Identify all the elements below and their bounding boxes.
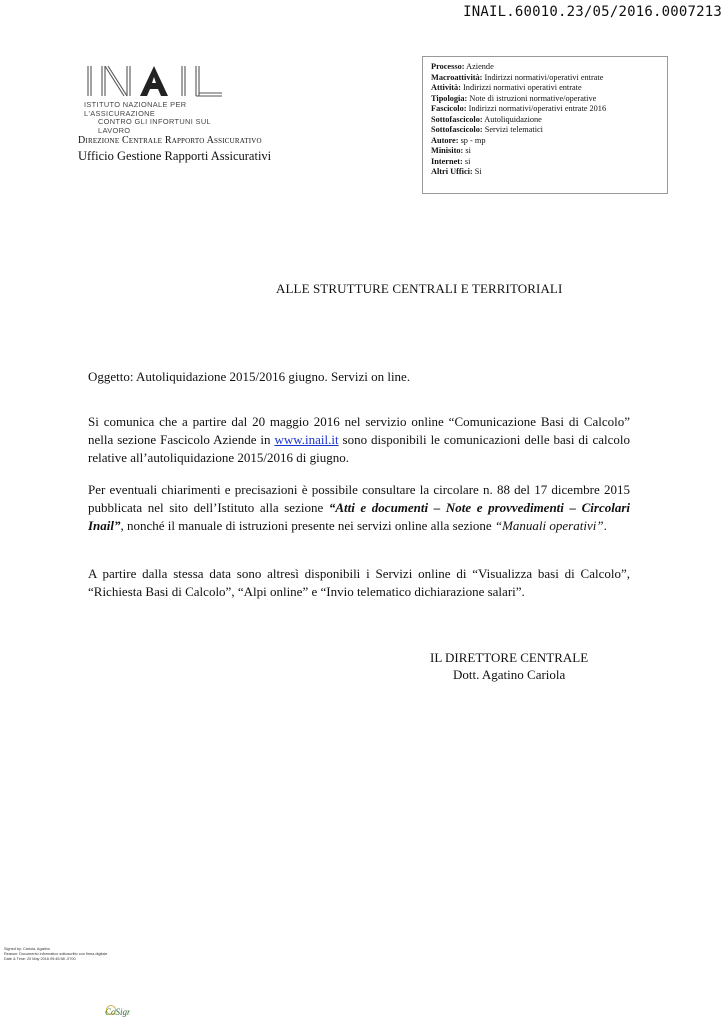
- cosign-logo: [104, 1005, 130, 1019]
- metadata-row: Sottofascicolo: Autoliquidazione: [431, 114, 542, 124]
- metadata-row: Minisito: si: [431, 146, 471, 155]
- inail-logo-subtitle: [84, 101, 244, 135]
- signatory-title: IL DIRETTORE CENTRALE: [430, 650, 589, 665]
- department-name: Direzione Centrale Rapporto Assicurativo: [78, 135, 262, 146]
- metadata-row: Altri Uffici: Si: [431, 167, 482, 176]
- logo-subtitle-line1: ISTITUTO NAZIONALE PER L'ASSICURAZIONE: [84, 100, 187, 118]
- paragraph-1: Si comunica che a partire dal 20 maggio 2016 nel servizio online “Comunicazione Basi di Calcolo” nella sezione Fascicolo Aziende in www.inail.it sono disponibili le comunicazioni delle basi di calcolo relative all’autoliquidazione 2015/2016 di giugno.: [88, 414, 630, 465]
- metadata-row: Internet: si: [431, 156, 471, 166]
- addressee: ALLE STRUTTURE CENTRALI E TERRITORIALI: [276, 281, 563, 296]
- metadata-row: Processo: Aziende: [431, 62, 494, 71]
- circular-section-ref: “Atti e documenti – Note e provvedimenti – Circolari Inail”: [88, 500, 630, 533]
- metadata-row: Autore: sp - mp: [431, 135, 486, 145]
- inail-logo-mark: [82, 62, 232, 102]
- office-name: Ufficio Gestione Rapporti Assicurativi: [78, 149, 272, 163]
- metadata-row: Tipologia: Note di istruzioni normative/operative: [431, 93, 597, 103]
- paragraph-3: A partire dalla stessa data sono altresì disponibili i Servizi online di “Visualizza basi di Calcolo”, “Richiesta Basi di Calcolo”, “Alpi online” e “Invio telematico dichiarazione salari”.: [88, 566, 630, 599]
- manual-section-ref: “Manuali operativi”: [494, 518, 604, 533]
- logo-subtitle-line2: CONTRO GLI INFORTUNI SUL LAVORO: [98, 117, 211, 135]
- cosign-logo-text: CoSign: [105, 1007, 130, 1017]
- metadata-row: Fascicolo: Indirizzi normativi/operativi entrate 2016: [431, 104, 607, 113]
- subject-line: Oggetto: Autoliquidazione 2015/2016 giugno. Servizi on line.: [88, 369, 411, 384]
- metadata-row: Sottofascicolo: Servizi telematici: [431, 125, 543, 134]
- digital-signature-note: Signed by: Cariola, Agatino Reason: Documento informatico sottoscritto con firma digitale Date & Time: 20 May 2016 09:45:58 -0700: [4, 947, 108, 961]
- inail-website-link[interactable]: www.inail.it: [274, 432, 339, 447]
- signatory-name: Dott. Agatino Cariola: [453, 667, 566, 682]
- metadata-box: [422, 56, 668, 194]
- protocol-number: INAIL.60010.23/05/2016.0007213: [463, 4, 722, 20]
- paragraph-2: Per eventuali chiarimenti e precisazioni è possibile consultare la circolare n. 88 del 17 dicembre 2015 pubblicata nel sito dell’Istituto alla sezione “Atti e documenti – Note e provvedimenti – Circolari Inail”, nonché il manuale di istruzioni presente nei servizi online alla sezione “Manuali operativi”.: [88, 482, 630, 533]
- metadata-row: Macroattività: Indirizzi normativi/operativi entrate: [431, 72, 604, 82]
- metadata-row: Attività: Indirizzi normativi operativi entrate: [431, 83, 582, 92]
